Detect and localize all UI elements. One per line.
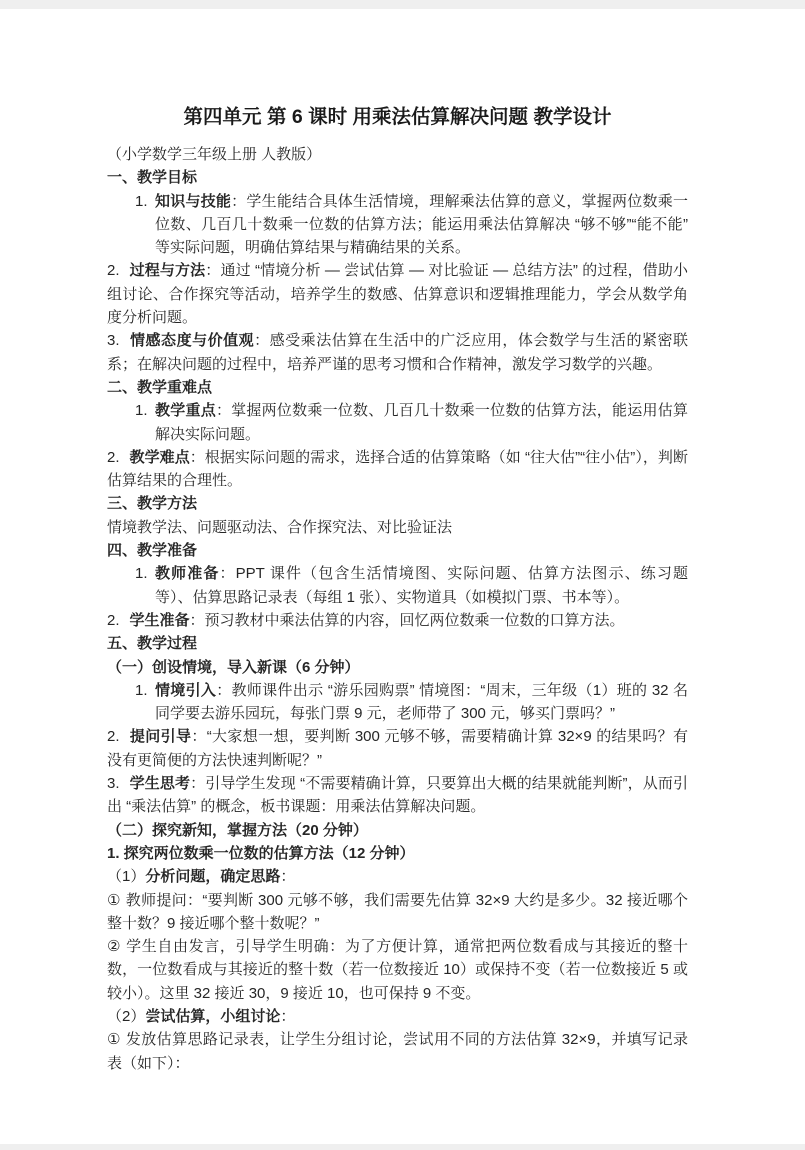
step-label: 分析问题，确定思路	[145, 868, 281, 886]
item-text: 教师课件出示 “游乐园购票” 情境图：“周末，三年级（1）班的 32 名同学要去游乐园玩，每张门票 9 元，老师带了 300 元，够买门票吗？”	[155, 681, 688, 723]
step-colon: ：	[280, 1007, 296, 1025]
section-heading-key-points: 二、教学重难点	[107, 378, 213, 396]
preparation-item-2	[107, 609, 688, 632]
item-colon: ：	[216, 681, 232, 699]
circled-number: ①	[107, 891, 121, 909]
item-label: 情境引入	[155, 681, 217, 699]
item-text: PPT 课件（包含生活情境图、实际问题、估算方法图示、练习题等）、估算思路记录表（每组 1 张）、实物道具（如模拟门票、书本等）。	[155, 565, 688, 606]
item-text: 感受乘法估算在生活中的广泛应用，体会数学与生活的紧密联系；在解决问题的过程中，培养严谨的思考习惯和合作精神，激发学习数学的兴趣。	[107, 332, 688, 373]
section-heading-process: 五、教学过程	[107, 635, 198, 653]
objective-item-1	[107, 190, 688, 260]
item-label: 教学难点	[129, 448, 190, 466]
document-page	[0, 9, 805, 1144]
item-label: 学生准备	[129, 611, 190, 629]
item-colon: ：	[191, 728, 207, 746]
doc-title: 第四单元 第 6 课时 用乘法估算解决问题 教学设计	[183, 106, 612, 128]
item-number: 2.	[107, 728, 120, 746]
item-number: 1.	[135, 192, 148, 210]
item-text: 根据实际问题的需求，选择合适的估算策略（如 “往大估”“往小估”），判断估算结果的合理性。	[107, 448, 688, 490]
circled-number: ①	[107, 1031, 121, 1049]
step1-circled-item-1	[107, 889, 688, 936]
item-number: 3.	[107, 332, 120, 350]
doc-subtitle: （小学数学三年级上册 人教版）	[107, 146, 322, 163]
objective-item-3	[107, 329, 688, 376]
part1-item-2	[107, 725, 688, 772]
process-part2-heading: （二）探究新知，掌握方法（20 分钟）	[107, 821, 368, 839]
item-label: 学生思考	[129, 775, 191, 793]
keypoint-item-1	[107, 399, 688, 446]
item-colon: ：	[190, 775, 206, 793]
item-label: 过程与方法	[129, 262, 206, 280]
methods-text: 情境教学法、问题驱动法、合作探究法、对比验证法	[107, 518, 453, 536]
item-number: 3.	[107, 775, 120, 793]
item-label: 教学重点	[155, 402, 216, 420]
step-number: （2）	[107, 1007, 146, 1025]
item-label: 教师准备	[155, 565, 220, 583]
step1-circled-item-2	[107, 935, 688, 1005]
section-heading-objectives: 一、教学目标	[107, 169, 198, 187]
item-text: “大家想一想，要判断 300 元够不够，需要精确计算 32×9 的结果吗？有没有更简便的方法快速判断呢？”	[107, 728, 688, 769]
process-part1-heading: （一）创设情境，导入新课（6 分钟）	[107, 658, 360, 676]
objective-item-2	[107, 259, 688, 329]
item-number: 2.	[107, 262, 120, 280]
item-colon: ：	[189, 448, 205, 466]
item-text: 掌握两位数乘一位数、几百几十数乘一位数的估算方法，能运用估算解决实际问题。	[155, 402, 688, 443]
step2-circled-item-1	[107, 1028, 688, 1075]
item-text: 学生自由发言，引导学生明确：为了方便计算，通常把两位数看成与其接近的整十数，一位数看成与其接近的整十数（若一位数接近 10）或保持不变（若一位数接近 5 或较小）。这里 32 接近 30，9 接近 10，也可保持 9 不变。	[107, 938, 688, 1002]
item-colon: ：	[215, 402, 232, 420]
item-label: 知识与技能	[155, 192, 232, 210]
item-colon: ：	[254, 332, 270, 350]
item-number: 1.	[135, 681, 148, 699]
item-text: 学生能结合具体生活情境，理解乘法估算的意义，掌握两位数乘一位数、几百几十数乘一位数的估算方法；能运用乘法估算解决 “够不够”“能不能” 等实际问题，明确估算结果与精确结果的关系。	[155, 192, 688, 257]
preparation-item-1	[107, 562, 688, 609]
part2-sub1-heading: 1. 探究两位数乘一位数的估算方法（12 分钟）	[107, 844, 415, 862]
item-number: 1.	[135, 402, 148, 420]
item-label: 情感态度与价值观	[129, 332, 255, 350]
item-text: 引导学生发现 “不需要精确计算，只要算出大概的结果就能判断”，从而引出 “乘法估算” 的概念，板书课题：用乘法估算解决问题。	[107, 775, 688, 816]
part1-item-1	[107, 679, 688, 726]
item-text: 教师提问：“要判断 300 元够不够，我们需要先估算 32×9 大约是多少。32 接近哪个整十数？9 接近哪个整十数呢？”	[107, 891, 688, 932]
item-number: 2.	[107, 611, 120, 629]
section-heading-preparation: 四、教学准备	[107, 542, 198, 560]
item-number: 2.	[107, 448, 120, 466]
step-number: （1）	[107, 868, 146, 886]
item-number: 1.	[135, 565, 148, 583]
part2-step2-heading	[107, 1005, 688, 1028]
item-colon: ：	[205, 262, 221, 280]
circled-number: ②	[107, 938, 122, 956]
item-text: 通过 “情境分析 — 尝试估算 — 对比验证 — 总结方法” 的过程，借助小组讨论、合作探究等活动，培养学生的数感、估算意识和逻辑推理能力，学会从数学角度分析问题。	[107, 262, 688, 327]
keypoint-item-2	[107, 446, 688, 493]
part2-step1-heading	[107, 865, 688, 888]
step-colon: ：	[280, 868, 296, 886]
part1-item-3	[107, 772, 688, 819]
item-text: 发放估算思路记录表，让学生分组讨论，尝试用不同的方法估算 32×9，并填写记录表（如下）：	[107, 1031, 688, 1072]
item-colon: ：	[189, 611, 205, 629]
item-colon: ：	[231, 192, 247, 210]
section-heading-methods: 三、教学方法	[107, 495, 198, 513]
step-label: 尝试估算，小组讨论	[145, 1007, 281, 1025]
item-colon: ：	[219, 565, 236, 583]
item-text: 预习教材中乘法估算的内容，回忆两位数乘一位数的口算方法。	[204, 611, 625, 629]
item-label: 提问引导	[129, 728, 192, 746]
